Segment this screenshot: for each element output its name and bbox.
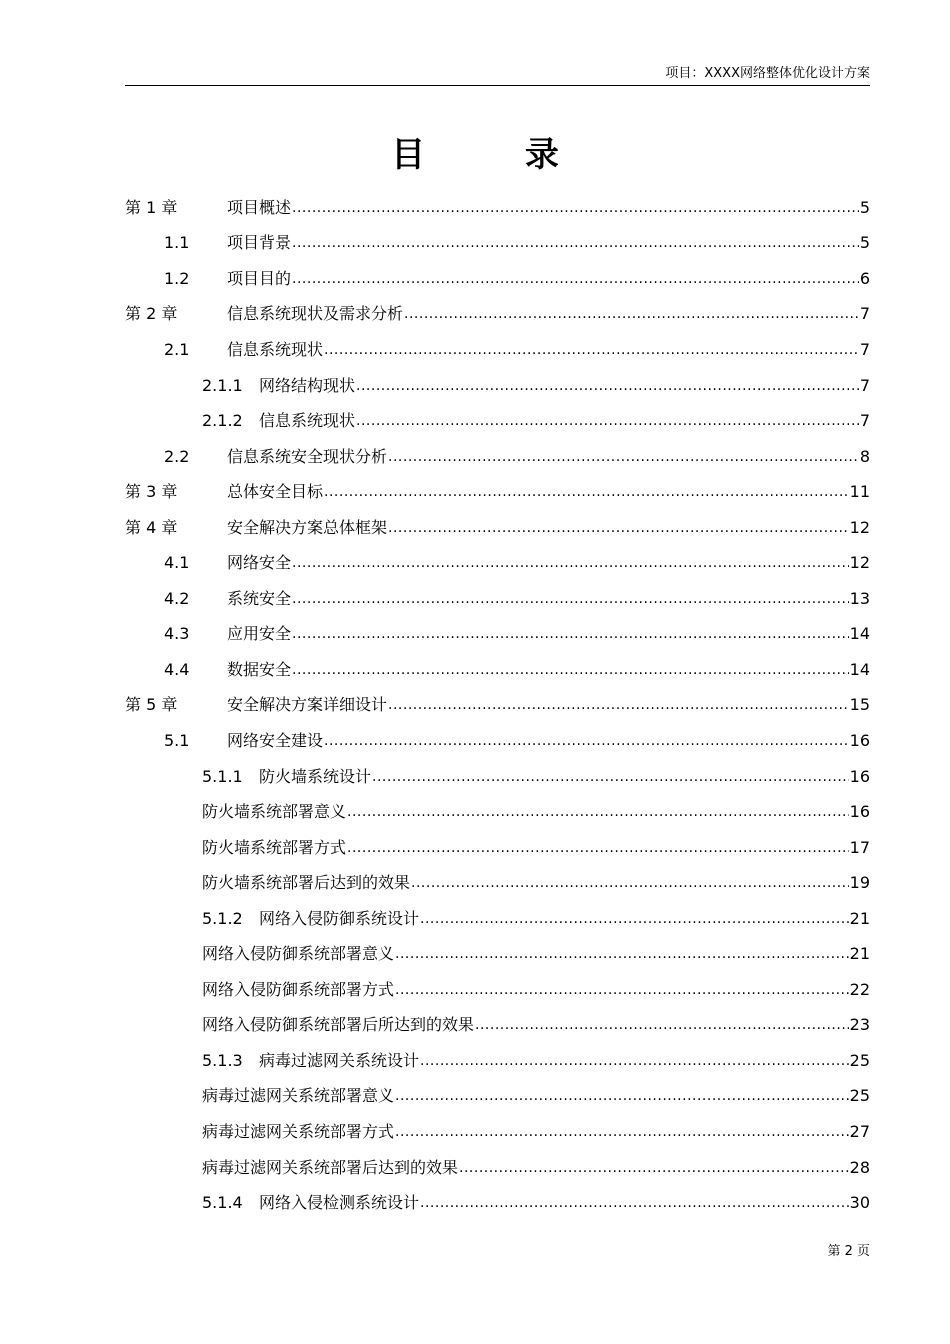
- toc-entry-page-number: 5: [859, 197, 870, 217]
- toc-entry[interactable]: [125, 439, 870, 475]
- toc-entry-page-number: 25: [849, 1050, 870, 1070]
- toc-entry-number: 4.1: [164, 553, 190, 573]
- toc-dot-leader: [372, 767, 849, 787]
- toc-entry-page-number: 11: [849, 482, 870, 502]
- toc-entry-number: 第 5 章: [125, 695, 178, 715]
- toc-entry[interactable]: [125, 1114, 870, 1150]
- toc-dot-leader: [292, 624, 849, 644]
- toc-dot-leader: [292, 589, 849, 609]
- toc-entry-page-number: 6: [859, 268, 870, 288]
- toc-entry-page-number: 21: [849, 908, 870, 928]
- toc-entry-title: 网络安全建设: [227, 730, 324, 750]
- toc-dot-leader: [347, 802, 849, 822]
- toc-entry-page-number: 5: [859, 233, 870, 253]
- toc-entry[interactable]: [125, 865, 870, 901]
- toc-dot-leader: [292, 553, 849, 573]
- toc-entry-title: 信息系统安全现状分析: [227, 446, 388, 466]
- toc-entry-page-number: 13: [849, 588, 870, 608]
- toc-entry-page-number: 25: [849, 1086, 870, 1106]
- toc-entry-page-number: 16: [849, 802, 870, 822]
- toc-entry-number: 2.1.1: [202, 375, 243, 395]
- toc-dot-leader: [292, 269, 859, 289]
- toc-dot-leader: [388, 695, 849, 715]
- toc-entry-title: 项目背景: [227, 233, 292, 253]
- toc-entry-title: 网络安全: [227, 553, 292, 573]
- toc-entry-page-number: 30: [849, 1193, 870, 1213]
- toc-entry[interactable]: [125, 226, 870, 262]
- toc-dot-leader: [395, 944, 849, 964]
- toc-dot-leader: [459, 1158, 849, 1178]
- toc-entry-title: 病毒过滤网关系统部署意义: [202, 1086, 395, 1106]
- toc-entry[interactable]: [125, 794, 870, 830]
- toc-entry-title: 网络入侵检测系统设计: [259, 1193, 420, 1213]
- toc-entry-title: 防火墙系统部署意义: [202, 802, 347, 822]
- toc-entry-number: 5.1.1: [202, 766, 243, 786]
- toc-entry[interactable]: [125, 1185, 870, 1221]
- toc-entry-title: 安全解决方案详细设计: [227, 695, 388, 715]
- toc-entry-number: 1.2: [164, 268, 190, 288]
- toc-entry-number: 1.1: [164, 233, 190, 253]
- toc-dot-leader: [356, 411, 859, 431]
- toc-entry[interactable]: [125, 261, 870, 297]
- toc-entry-title: 网络入侵防御系统部署意义: [202, 944, 395, 964]
- toc-dot-leader: [292, 233, 859, 253]
- toc-entry-title: 信息系统现状及需求分析: [227, 304, 404, 324]
- toc-dot-leader: [388, 518, 849, 538]
- toc-dot-leader: [388, 447, 859, 467]
- toc-entry-number: 4.3: [164, 624, 190, 644]
- toc-entry-page-number: 12: [849, 553, 870, 573]
- toc-entry-title: 网络入侵防御系统设计: [259, 908, 420, 928]
- toc-entry[interactable]: [125, 581, 870, 617]
- toc-entry-page-number: 14: [849, 659, 870, 679]
- toc-entry-title: 病毒过滤网关系统设计: [259, 1050, 420, 1070]
- toc-entry[interactable]: [125, 510, 870, 546]
- toc-entry-title: 防火墙系统部署方式: [202, 837, 347, 857]
- toc-dot-leader: [420, 1051, 849, 1071]
- toc-entry-number: 4.2: [164, 588, 190, 608]
- toc-dot-leader: [292, 660, 849, 680]
- toc-dot-leader: [395, 980, 849, 1000]
- toc-entry-title: 网络结构现状: [259, 375, 356, 395]
- toc-dot-leader: [420, 1193, 849, 1213]
- toc-entry[interactable]: [125, 332, 870, 368]
- toc-entry-number: 第 4 章: [125, 517, 178, 537]
- toc-entry-page-number: 22: [849, 979, 870, 999]
- toc-entry[interactable]: [125, 759, 870, 795]
- toc-entry-title: 应用安全: [227, 624, 292, 644]
- toc-dot-leader: [395, 1086, 849, 1106]
- toc-entry-number: 4.4: [164, 659, 190, 679]
- toc-entry-title: 病毒过滤网关系统部署方式: [202, 1121, 395, 1141]
- toc-entry-page-number: 16: [849, 730, 870, 750]
- toc-entry[interactable]: [125, 1043, 870, 1079]
- toc-entry[interactable]: [125, 723, 870, 759]
- toc-entry-page-number: 17: [849, 837, 870, 857]
- toc-dot-leader: [404, 304, 859, 324]
- toc-entry-title: 病毒过滤网关系统部署后达到的效果: [202, 1157, 459, 1177]
- toc-dot-leader: [324, 340, 859, 360]
- toc-entry-title: 网络入侵防御系统部署方式: [202, 979, 395, 999]
- toc-entry[interactable]: [125, 368, 870, 404]
- toc-entry-page-number: 27: [849, 1121, 870, 1141]
- page-title: 目 录: [391, 135, 603, 175]
- toc-entry-page-number: 12: [849, 517, 870, 537]
- toc-dot-leader: [324, 482, 849, 502]
- toc-entry-page-number: 14: [849, 624, 870, 644]
- toc-dot-leader: [347, 838, 849, 858]
- toc-entry-number: 2.2: [164, 446, 190, 466]
- toc-entry-page-number: 7: [859, 411, 870, 431]
- toc-entry-title: 安全解决方案总体框架: [227, 517, 388, 537]
- toc-dot-leader: [395, 1122, 849, 1142]
- toc-dot-leader: [475, 1015, 849, 1035]
- toc-entry-title: 系统安全: [227, 588, 292, 608]
- toc-entry-number: 2.1.2: [202, 411, 243, 431]
- toc-entry[interactable]: [125, 688, 870, 724]
- toc-entry[interactable]: [125, 1008, 870, 1044]
- toc-entry-page-number: 19: [849, 873, 870, 893]
- toc-entry[interactable]: [125, 190, 870, 226]
- toc-dot-leader: [356, 376, 859, 396]
- toc-entry-number: 第 1 章: [125, 197, 178, 217]
- toc-entry-number: 5.1.4: [202, 1193, 243, 1213]
- toc-dot-leader: [420, 909, 849, 929]
- toc-entry-page-number: 7: [859, 304, 870, 324]
- toc-entry-title: 防火墙系统设计: [259, 766, 372, 786]
- toc-entry-number: 5.1.2: [202, 908, 243, 928]
- table-of-contents: [125, 190, 870, 1221]
- header-rule: [125, 85, 870, 86]
- toc-entry-number: 5.1: [164, 730, 190, 750]
- toc-entry-page-number: 7: [859, 375, 870, 395]
- toc-entry[interactable]: [125, 403, 870, 439]
- toc-entry[interactable]: [125, 936, 870, 972]
- toc-entry-page-number: 21: [849, 944, 870, 964]
- toc-entry[interactable]: [125, 545, 870, 581]
- toc-dot-leader: [411, 873, 849, 893]
- toc-entry-number: 5.1.3: [202, 1050, 243, 1070]
- toc-entry[interactable]: [125, 830, 870, 866]
- toc-entry-page-number: 16: [849, 766, 870, 786]
- toc-entry-number: 2.1: [164, 339, 190, 359]
- toc-entry-page-number: 7: [859, 339, 870, 359]
- toc-dot-leader: [292, 198, 859, 218]
- toc-entry-title: 数据安全: [227, 659, 292, 679]
- toc-entry[interactable]: [125, 901, 870, 937]
- toc-entry[interactable]: [125, 297, 870, 333]
- toc-entry[interactable]: [125, 617, 870, 653]
- toc-entry-title: 总体安全目标: [227, 482, 324, 502]
- toc-entry-page-number: 28: [849, 1157, 870, 1177]
- toc-entry[interactable]: [125, 1079, 870, 1115]
- toc-dot-leader: [324, 731, 849, 751]
- toc-entry-page-number: 23: [849, 1015, 870, 1035]
- toc-entry[interactable]: [125, 1150, 870, 1186]
- toc-entry[interactable]: [125, 474, 870, 510]
- page-footer: 第 2 页: [827, 1244, 870, 1259]
- toc-entry-title: 项目概述: [227, 197, 292, 217]
- running-header: 项目：XXXX网络整体优化设计方案: [665, 66, 870, 81]
- toc-entry-page-number: 15: [849, 695, 870, 715]
- toc-entry-number: 第 2 章: [125, 304, 178, 324]
- toc-entry-title: 信息系统现状: [227, 339, 324, 359]
- toc-entry-title: 项目目的: [227, 268, 292, 288]
- toc-entry[interactable]: [125, 652, 870, 688]
- toc-entry-number: 第 3 章: [125, 482, 178, 502]
- toc-entry-title: 网络入侵防御系统部署后所达到的效果: [202, 1015, 475, 1035]
- toc-entry[interactable]: [125, 972, 870, 1008]
- toc-entry-page-number: 8: [859, 446, 870, 466]
- toc-entry-title: 防火墙系统部署后达到的效果: [202, 873, 411, 893]
- toc-entry-title: 信息系统现状: [259, 411, 356, 431]
